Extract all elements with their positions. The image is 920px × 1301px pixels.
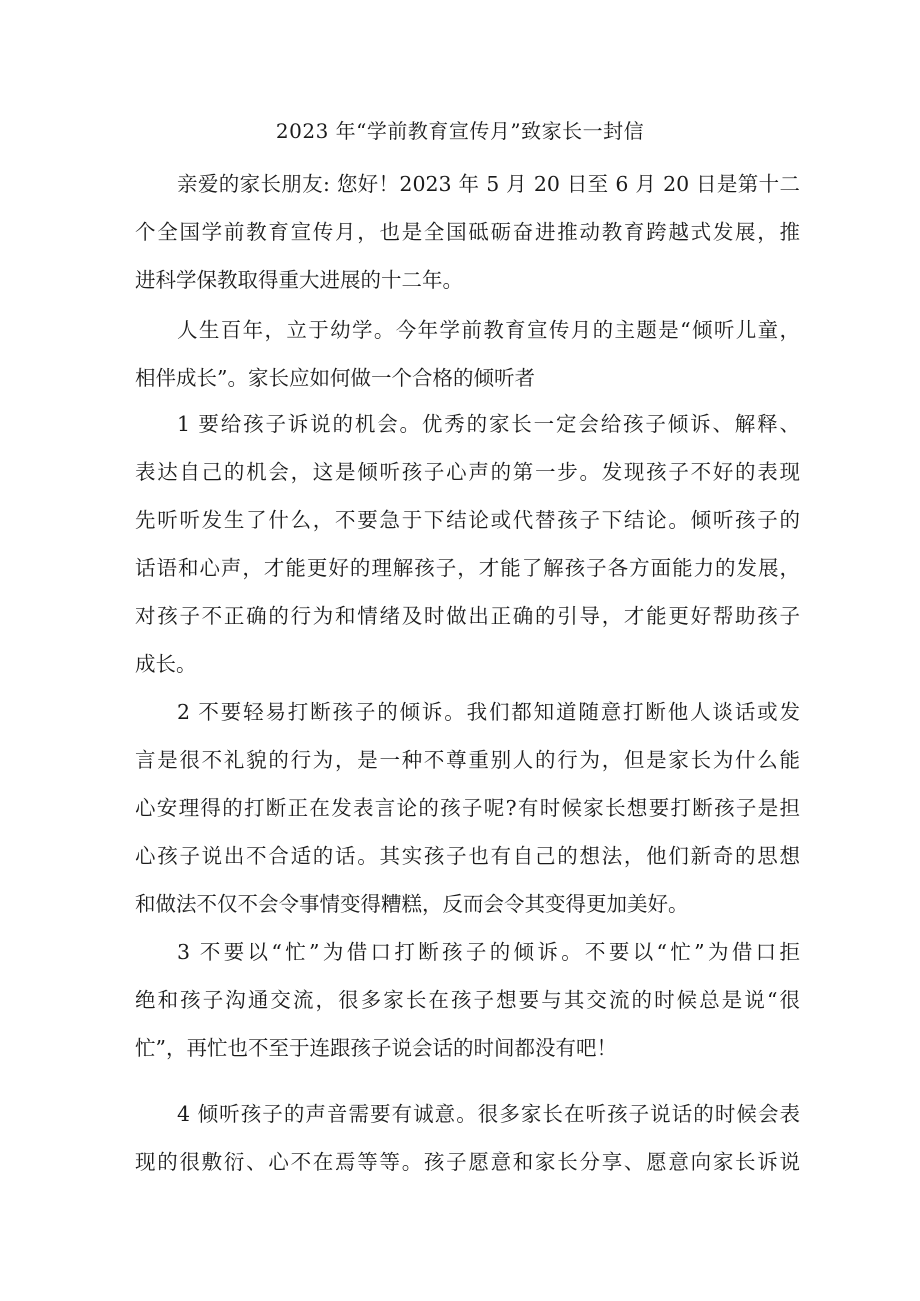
paragraph-line: 话语和心声，才能更好的理解孩子，才能了解孩子各方面能力的发展， bbox=[135, 556, 800, 580]
paragraph-line: 忙”，再忙也不至于连跟孩子说会话的时间都没有吧！ bbox=[135, 1036, 617, 1060]
paragraph-line: 言是很不礼貌的行为，是一种不尊重别人的行为，但是家长为什么能 bbox=[135, 748, 800, 772]
paragraph-line: 3 不要以“忙”为借口打断孩子的倾诉。不要以“忙”为借口拒 bbox=[177, 940, 800, 964]
paragraph-line: 成长。 bbox=[135, 652, 197, 676]
paragraph-line: 人生百年，立于幼学。今年学前教育宣传月的主题是“倾听儿童， bbox=[177, 318, 800, 342]
paragraph-line: 2 不要轻易打断孩子的倾诉。我们都知道随意打断他人谈话或发 bbox=[177, 700, 800, 724]
document-title: 2023 年“学前教育宣传月”致家长一封信 bbox=[275, 119, 645, 143]
paragraph-line: 对孩子不正确的行为和情绪及时做出正确的引导，才能更好帮助孩子 bbox=[135, 604, 800, 628]
paragraph-point-3 bbox=[135, 928, 800, 1072]
paragraph-line: 和做法不仅不会令事情变得糟糕，反而会令其变得更加美好。 bbox=[135, 892, 689, 916]
paragraph-point-4 bbox=[135, 1090, 800, 1186]
paragraph-line: 4 倾听孩子的声音需要有诚意。很多家长在听孩子说话的时候会表 bbox=[177, 1102, 800, 1126]
paragraph-line: 心安理得的打断正在发表言论的孩子呢?有时候家长想要打断孩子是担 bbox=[135, 796, 800, 820]
paragraph-theme bbox=[135, 306, 800, 402]
paragraph-line: 心孩子说出不合适的话。其实孩子也有自己的想法，他们新奇的思想 bbox=[135, 844, 800, 868]
paragraph-line: 绝和孩子沟通交流，很多家长在孩子想要与其交流的时候总是说“很 bbox=[135, 988, 800, 1012]
paragraph-line: 个全国学前教育宣传月，也是全国砥砺奋进推动教育跨越式发展，推 bbox=[135, 220, 800, 244]
paragraph-line: 先听听发生了什么，不要急于下结论或代替孩子下结论。倾听孩子的 bbox=[135, 508, 800, 532]
paragraph-point-1 bbox=[135, 400, 800, 688]
paragraph-greeting bbox=[135, 160, 800, 304]
paragraph-line: 1 要给孩子诉说的机会。优秀的家长一定会给孩子倾诉、解释、 bbox=[177, 412, 800, 436]
paragraph-line: 相伴成长”。家长应如何做一个合格的倾听者 bbox=[135, 366, 535, 390]
paragraph-line: 表达自己的机会，这是倾听孩子心声的第一步。发现孩子不好的表现 bbox=[135, 460, 800, 484]
paragraph-line: 进科学保教取得重大进展的十二年。 bbox=[135, 268, 463, 292]
paragraph-point-2 bbox=[135, 688, 800, 928]
paragraph-line: 亲爱的家长朋友: 您好！2023 年 5 月 20 日至 6 月 20 日是第十二 bbox=[177, 172, 800, 196]
paragraph-line: 现的很敷衍、心不在焉等等。孩子愿意和家长分享、愿意向家长诉说 bbox=[135, 1150, 800, 1174]
